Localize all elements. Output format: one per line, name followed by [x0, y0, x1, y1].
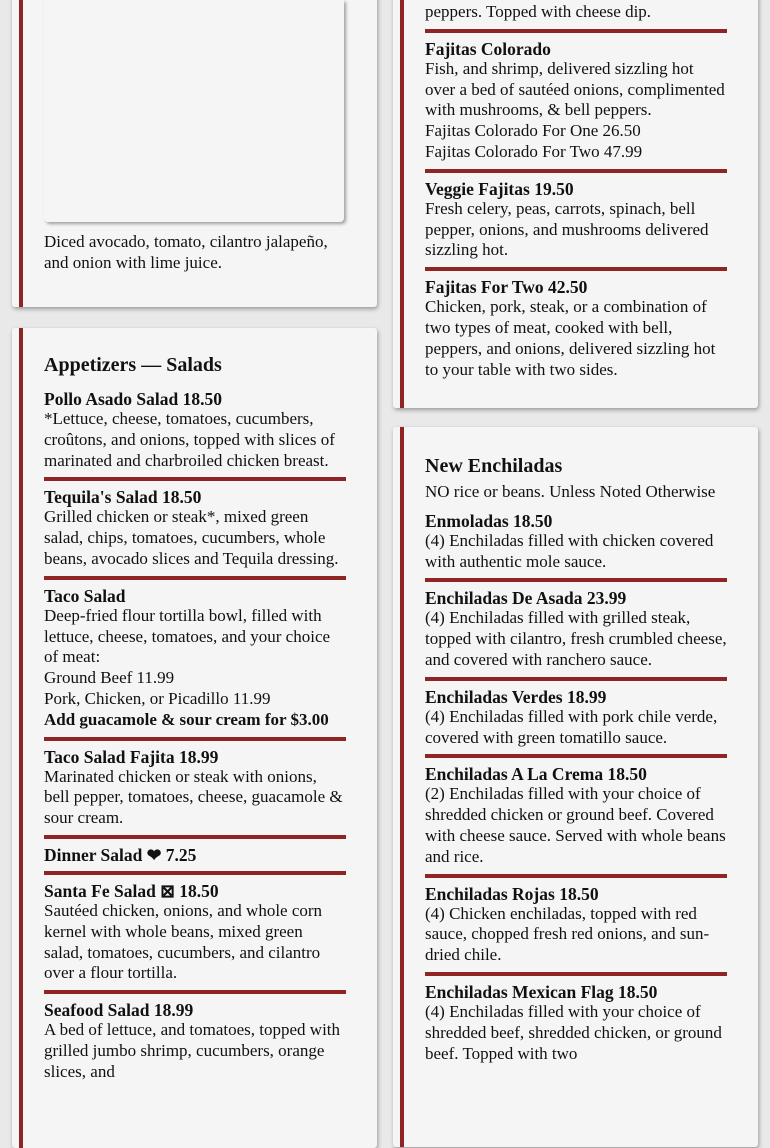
item-note: Add guacamole & sour cream for $3.00	[44, 709, 329, 729]
divider	[44, 737, 346, 741]
item-description: (4) Enchiladas filled with pork chile verde, covered with green tomatillo sauce.	[425, 706, 718, 747]
item-description: peppers. Topped with cheese dip.	[425, 2, 652, 21]
item-name: Dinner Salad ❤ 7.25	[44, 844, 197, 865]
item-description: (4) Chicken enchiladas, topped with red sauce, chopped fresh red onions, and sun-dried chile.	[425, 903, 710, 965]
divider	[425, 874, 727, 878]
item-name: Enchiladas De Asada 23.99	[425, 588, 627, 609]
item-name: Fajitas For Two 42.50	[425, 277, 588, 298]
divider	[425, 29, 727, 33]
item-description: Fresh celery, peas, carrots, spinach, bell pepper, onions, and mushrooms delivered sizzling hot.	[425, 198, 709, 260]
item-description: Chicken, pork, steak, or a combination of two types of meat, cooked with bell, peppers, and onions, delivered sizzling hot to your table with two sides.	[425, 297, 716, 379]
guacamole-card	[12, 0, 377, 307]
section-title: New Enchiladas	[425, 455, 563, 477]
item-name: Enchiladas Rojas 18.50	[425, 883, 599, 904]
item-description: (4) Enchiladas filled with your choice of shredded beef, shredded chicken, or ground beef. Topped with two	[425, 1001, 722, 1063]
dish-image-placeholder	[44, 0, 344, 222]
item-description: (2) Enchiladas filled with your choice of shredded chicken or ground beef. Covered with cheese sauce. Served with whole beans and rice.	[425, 784, 726, 866]
item-name: Taco Salad	[44, 585, 126, 606]
divider	[425, 578, 727, 582]
section-title: Appetizers — Salads	[44, 354, 222, 376]
item-description: Fish, and shrimp, delivered sizzling hot over a bed of sautéed onions, complimented with mushrooms, & bell peppers.	[425, 58, 725, 120]
item-description: A bed of lettuce, and tomatoes, topped with grilled jumbo shrimp, cucumbers, orange slices, and	[44, 1020, 341, 1081]
salads-card	[12, 328, 377, 1148]
item-name: Taco Salad Fajita 18.99	[44, 746, 219, 767]
item-description: Sautéed chicken, onions, and whole corn kernel with whole beans, mixed green salad, tomatoes, cucumbers, and cilantro over a flour tortilla.	[44, 900, 323, 983]
item-description: Pork, Chicken, or Picadillo 11.99	[44, 688, 271, 708]
divider	[425, 677, 727, 681]
item-description: Fajitas Colorado For Two 47.99	[425, 141, 643, 161]
divider	[44, 477, 346, 481]
item-name: Fajitas Colorado	[425, 38, 551, 59]
item-description: (4) Enchiladas filled with chicken covered with authentic mole sauce.	[425, 530, 714, 571]
item-name: Santa Fe Salad ⊠ 18.50	[44, 880, 219, 901]
item-description: Marinated chicken or steak with onions, bell pepper, tomatoes, cheese, guacamole & sour cream.	[44, 766, 343, 828]
item-description: Ground Beef 11.99	[44, 668, 175, 688]
item-name: Enchiladas Mexican Flag 18.50	[425, 981, 658, 1002]
item-name: Pollo Asado Salad 18.50	[44, 389, 222, 409]
item-description: Diced avocado, tomato, cilantro jalapeño, and onion with lime juice.	[44, 232, 328, 272]
section-subtitle: NO rice or beans. Unless Noted Otherwise	[425, 482, 716, 501]
divider	[44, 835, 346, 839]
fajitas-card	[393, 0, 758, 408]
item-description: Fajitas Colorado For One 26.50	[425, 121, 641, 141]
divider	[425, 754, 727, 758]
item-name: Enmoladas 18.50	[425, 510, 553, 531]
item-description: *Lettuce, cheese, tomatoes, cucumbers, croûtons, and onions, topped with slices of marinated and charbroiled chicken breast.	[44, 409, 335, 470]
item-description: Grilled chicken or steak*, mixed green salad, chips, tomatoes, cucumbers, whole beans, avocado slices and Tequila dressing.	[44, 507, 339, 568]
divider	[44, 576, 346, 580]
divider	[44, 871, 346, 875]
divider	[425, 267, 727, 271]
enchiladas-card	[393, 427, 758, 1147]
item-name: Veggie Fajitas 19.50	[425, 178, 574, 199]
item-name: Seafood Salad 18.99	[44, 1000, 194, 1021]
item-description: (4) Enchiladas filled with grilled steak, topped with cilantro, fresh crumbled cheese, and covered with ranchero sauce.	[425, 608, 727, 669]
item-description: Deep-fried flour tortilla bowl, filled with lettuce, cheese, tomatoes, and your choice of meat:	[44, 605, 331, 667]
item-name: Tequila's Salad 18.50	[44, 487, 202, 508]
item-name: Enchiladas Verdes 18.99	[425, 686, 607, 707]
item-name: Enchiladas A La Crema 18.50	[425, 764, 647, 785]
divider	[425, 972, 727, 976]
divider	[425, 169, 727, 173]
divider	[44, 990, 346, 994]
